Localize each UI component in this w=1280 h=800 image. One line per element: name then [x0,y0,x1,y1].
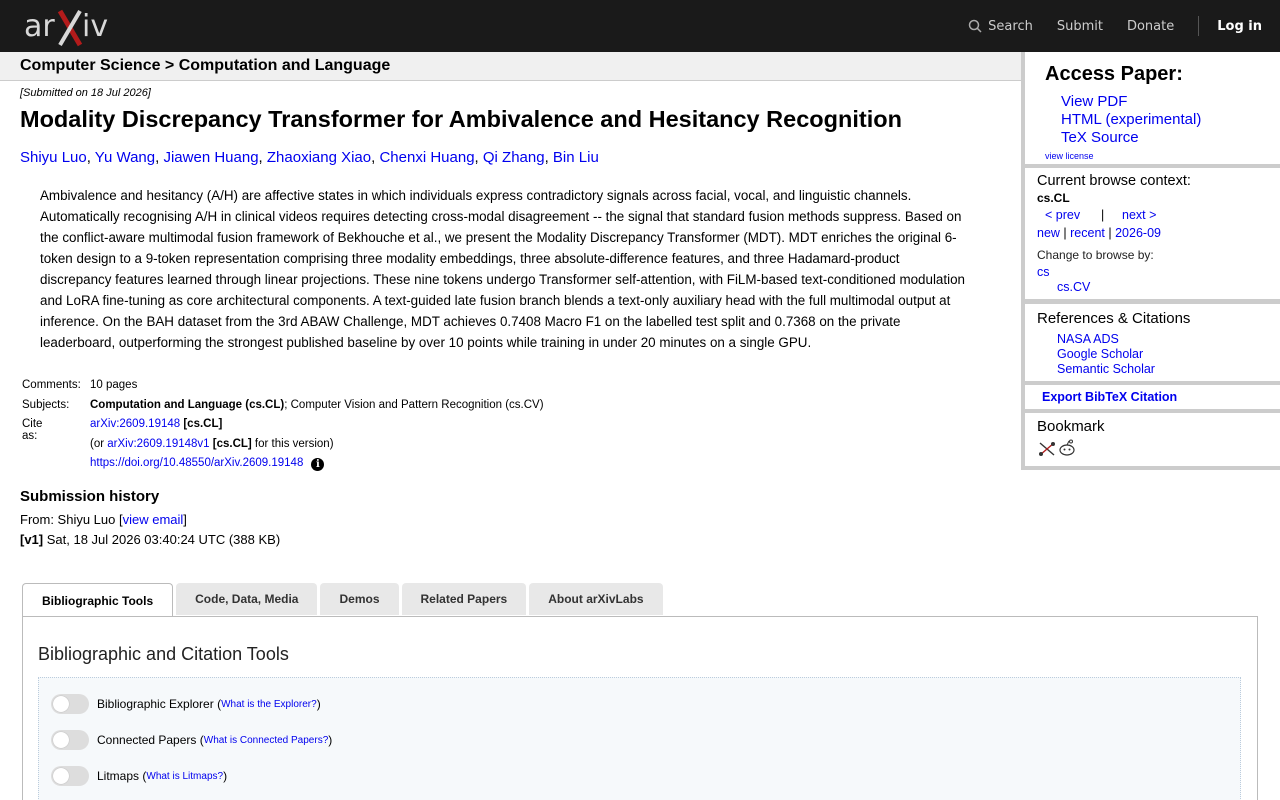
breadcrumb [0,52,1021,81]
svg-text:ar: ar [24,9,55,44]
author-link[interactable]: Qi Zhang [482,149,545,166]
breadcrumb-text[interactable]: Computer Science > Computation and Language [20,57,391,74]
arxiv-version-link[interactable]: arXiv:2609.19148v1 [107,437,210,450]
references-box [1025,304,1280,381]
search-icon [968,19,982,33]
author-link[interactable]: Jiawen Huang [163,149,259,166]
access-paper-box [1025,52,1280,164]
paper-title: Modality Discrepancy Transformer for Ambivalence and Hesitancy Recognition [20,106,902,132]
login-link[interactable]: Log in [1217,18,1262,34]
arxiv-logo[interactable] [24,7,114,47]
or-suffix: for this version) [251,437,334,450]
abstract-line: inference. On the BAH dataset from the 3rd ABAW Challenge, MDT achieves 0.7408 Macro F1 on the labelled test split and 0.7368 on the private [40,314,901,329]
from-suffix: ] [183,512,187,527]
tab-code-data-media[interactable]: Code, Data, Media [176,583,317,615]
nasa-ads-link[interactable]: NASA ADS [1057,332,1119,346]
submission-date: [Submitted on 18 Jul 2026] [20,87,151,99]
tool-label: Bibliographic Explorer [97,697,214,711]
semantic-scholar-link[interactable]: Semantic Scholar [1057,362,1155,376]
bibsonomy-icon[interactable] [1038,441,1056,457]
explorer-toggle[interactable] [51,694,89,714]
info-icon[interactable]: i [311,458,324,471]
browse-context-title: Current browse context: [1037,173,1191,189]
abstract-line: Ambivalence and hesitancy (A/H) are affective states in which individuals express contradictory signals across facial, vocal, and linguistic channels. [40,188,912,203]
search-label: Search [988,18,1033,34]
tool-help-link[interactable]: What is the Explorer? [221,698,317,710]
google-scholar-link[interactable]: Google Scholar [1057,347,1144,361]
primary-subject: Computation and Language (cs.CL) [90,398,285,411]
version-label: [v1] [20,532,44,547]
version-line [20,532,280,547]
search-link[interactable] [968,19,1033,34]
abstract-line: the conflict-aware multimodal fusion framework of Bekhouche et al., we present the Modality Discrepancy Transformer (MDT). MDT enriches the original 6- [40,230,957,245]
subjects-label: Subjects: [22,398,70,411]
view-license-link[interactable]: view license [1045,151,1094,161]
prev-link[interactable]: < prev [1045,208,1081,222]
version-category: [cs.CL] [209,437,252,450]
comments-label: Comments: [22,379,81,391]
doi-link[interactable]: https://doi.org/10.48550/arXiv.2609.19148 [90,457,304,469]
view-email-link[interactable]: view email [122,512,184,527]
tool-help-link[interactable]: What is Connected Papers? [203,734,329,746]
html-link[interactable]: HTML (experimental) [1061,111,1202,128]
version-date: Sat, 18 Jul 2026 03:40:24 UTC (388 KB) [43,532,281,547]
bookmark-box [1025,413,1280,466]
new-link[interactable]: new [1037,226,1060,240]
submission-history-title: Submission history [20,488,160,505]
view-pdf-link[interactable]: View PDF [1061,93,1128,110]
sidebar [1021,52,1280,470]
submit-link[interactable]: Submit [1056,18,1103,34]
cite-category: [cs.CL] [180,418,223,430]
connected-papers-toggle[interactable] [51,730,89,750]
reddit-icon[interactable] [1058,439,1076,457]
tex-source-link[interactable]: TeX Source [1061,129,1139,146]
author-link[interactable]: Chenxi Huang [379,149,475,166]
author-link[interactable]: Zhaoxiang Xiao [266,149,372,166]
toggle-knob [53,696,69,712]
tool-row: Bibliographic Explorer ( What is the Explorer? ) [51,694,321,714]
references-title: References & Citations [1037,310,1191,327]
arxiv-id-link[interactable]: arXiv:2609.19148 [90,418,181,430]
or-prefix: (or [90,437,108,450]
browse-cs-link[interactable]: cs [1037,265,1050,279]
top-bar [0,0,1280,52]
tool-label: Litmaps [97,769,140,783]
access-paper-title: Access Paper: [1045,63,1183,85]
author-link[interactable]: Shiyu Luo [20,149,87,166]
svg-text:iv: iv [82,9,109,44]
tab-bibliographic-tools[interactable]: Bibliographic Tools [22,583,173,617]
donate-link[interactable]: Donate [1126,18,1175,34]
tab-related-papers[interactable]: Related Papers [402,583,527,615]
abstract [40,185,990,353]
comments-value: 10 pages [90,379,138,391]
abstract-line: leaderboard, outperforming the strongest published baseline by over 10 points while training in under 20 minutes on a single GPU. [40,335,812,350]
tool-row: Litmaps ( What is Litmaps? ) [51,766,227,786]
abstract-line: Automatically recognising A/H in clinical videos requires detecting cross-modal disagreement -- the signal that standard fusion methods suppress. Based on [40,209,962,224]
recent-link[interactable]: recent [1070,226,1105,240]
bookmark-title: Bookmark [1037,418,1105,435]
abstract-line: token design to a 9-token representation comprising three modality embeddings, three absolute-difference features, and three Hadamard-product [40,251,900,266]
tool-row: Connected Papers ( What is Connected Papers? ) [51,730,332,750]
month-link[interactable]: 2026-09 [1115,226,1161,240]
cite-value [90,418,222,430]
toggle-knob [53,732,69,748]
panel-title: Bibliographic and Citation Tools [38,644,289,664]
author-link[interactable]: Bin Liu [552,149,599,166]
submitter-line [20,512,187,527]
tab-demos[interactable]: Demos [320,583,398,615]
author-list: Shiyu Luo, Yu Wang, Jiawen Huang, Zhaoxiang Xiao, Chenxi Huang, Qi Zhang, Bin Liu [20,149,599,166]
abstract-line: and LoRA fine-tuning as core architectural components. A text-guided late fusion branch blends a text-only auxiliary head with the full multimodal output at [40,293,951,308]
toggle-knob [53,768,69,784]
cite-version [90,438,334,450]
abstract-line: discrepancy features learned through linear projections. These nine tokens undergo Transformer self-attention, with FiLM-based text-conditioned modulation [40,272,965,287]
browse-options: new | recent | 2026-09 [1037,226,1161,240]
arxiv-logo-graphic [24,7,114,47]
litmaps-toggle[interactable] [51,766,89,786]
labs-tabs [22,583,666,616]
doi-row [90,457,324,471]
secondary-subjects: ; Computer Vision and Pattern Recognition (cs.CV) [284,398,544,411]
nav-separator: | [1101,208,1105,222]
author-link[interactable]: Yu Wang [94,149,156,166]
next-link[interactable]: next > [1122,208,1157,222]
tool-help-link[interactable]: What is Litmaps? [146,770,224,782]
from-prefix: From: Shiyu Luo [ [20,512,123,527]
tab-about-arxivlabs[interactable]: About arXivLabs [529,583,662,615]
export-bibtex-link[interactable]: Export BibTeX Citation [1042,390,1178,404]
browse-cscv-link[interactable]: cs.CV [1057,280,1091,294]
cite-label: Cite as: [22,418,43,442]
change-browse-label: Change to browse by: [1037,248,1154,262]
browse-context-box [1025,168,1280,299]
tool-label: Connected Papers [97,733,197,747]
browse-context-category: cs.CL [1037,191,1070,205]
nav-divider [1198,16,1199,36]
bibtex-box [1025,385,1280,409]
subjects-value [90,399,544,411]
